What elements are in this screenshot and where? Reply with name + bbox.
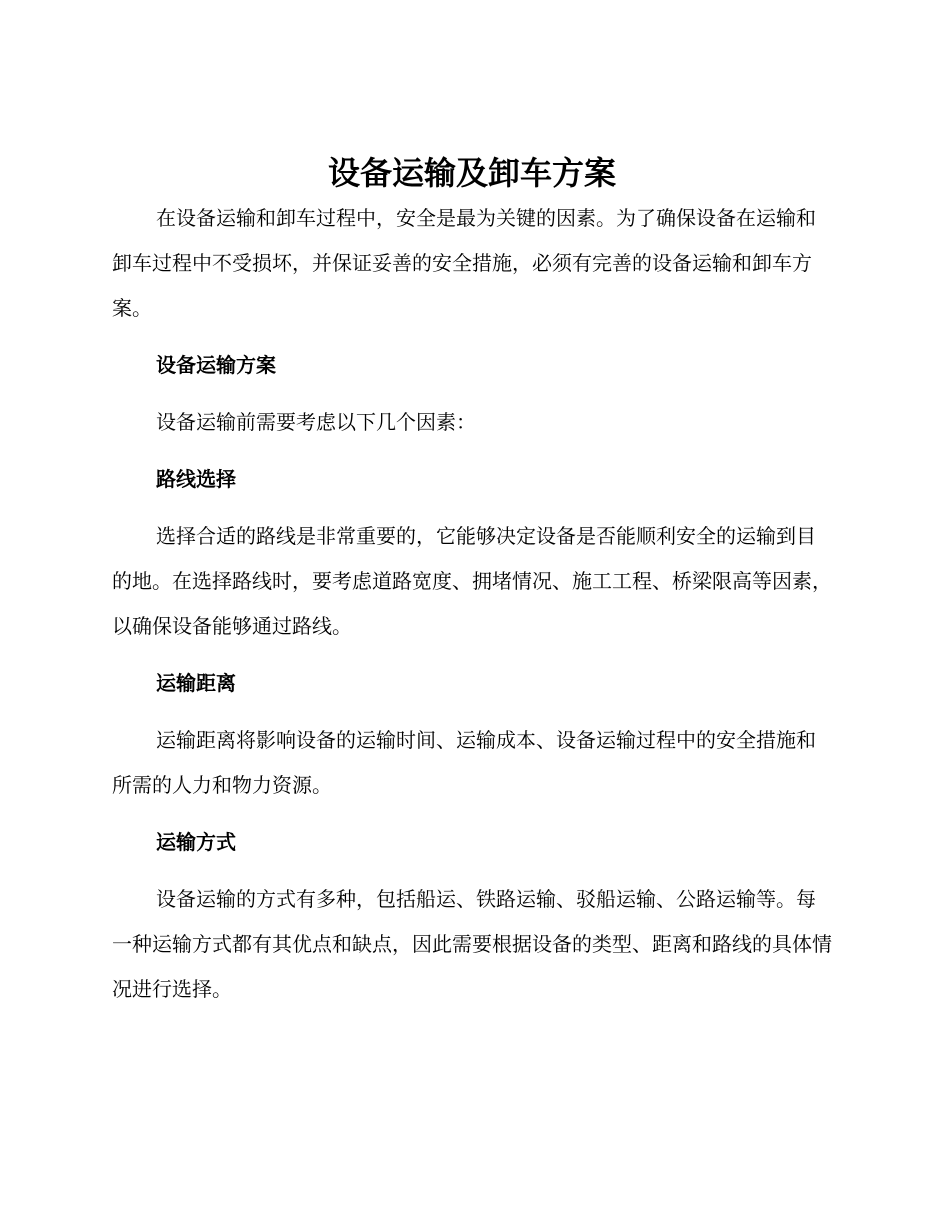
document-page — [112, 150, 832, 1012]
section-text-transport-plan: 设备运输前需要考虑以下几个因素： — [156, 410, 476, 434]
page-title: 设备运输及卸车方案 — [327, 154, 616, 192]
section-text-transport-mode: 设备运输的方式有多种，包括船运、铁路运输、驳船运输、公路运输等。每一种运输方式都有其优点和缺点，因此需要根据设备的类型、距离和路线的具体情况进行选择。 — [112, 887, 832, 1001]
section-text-route-selection: 选择合适的路线是非常重要的，它能够决定设备是否能顺利安全的运输到目的地。在选择路线时，要考虑道路宽度、拥堵情况、施工工程、桥梁限高等因素，以确保设备能够通过路线。 — [112, 524, 832, 638]
section-heading-route-selection: 路线选择 — [156, 467, 236, 491]
section-heading-transport-mode: 运输方式 — [156, 830, 236, 854]
section-heading-transport-plan: 设备运输方案 — [156, 353, 276, 377]
section-heading-transport-distance: 运输距离 — [156, 671, 236, 695]
section-text-transport-distance: 运输距离将影响设备的运输时间、运输成本、设备运输过程中的安全措施和所需的人力和物力资源。 — [112, 728, 816, 797]
intro-paragraph: 在设备运输和卸车过程中，安全是最为关键的因素。为了确保设备在运输和卸车过程中不受损坏，并保证妥善的安全措施，必须有完善的设备运输和卸车方案。 — [112, 206, 816, 320]
